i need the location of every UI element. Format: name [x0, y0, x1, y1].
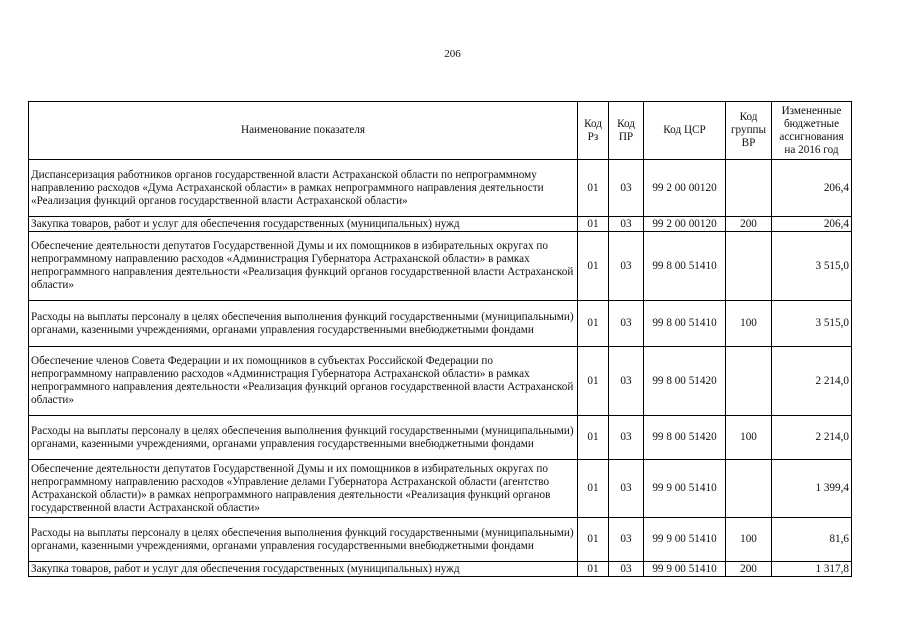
- row-rz: 01: [578, 518, 609, 562]
- row-csr: 99 8 00 51410: [644, 232, 726, 301]
- row-amount: 2 214,0: [772, 416, 852, 460]
- row-name: Обеспечение членов Совета Федерации и их помощников в субъектах Российской Федерации по непрограммному направлению расходов «Администрация Губернатора Астраханской области» в рамках непрограммного направления деятельности «Реализация функций органов государственной власти Астраханской области»: [29, 347, 578, 416]
- table-row: [29, 160, 852, 217]
- row-pr: 03: [609, 301, 644, 347]
- header-name: Наименование показателя: [29, 102, 578, 160]
- table-row: [29, 217, 852, 232]
- row-vr: [726, 460, 772, 518]
- header-amount: Измененные бюджетные ассигнования на 2016 год: [772, 102, 852, 160]
- row-amount: 206,4: [772, 217, 852, 232]
- row-vr: 200: [726, 217, 772, 232]
- row-name: Закупка товаров, работ и услуг для обеспечения государственных (муниципальных) нужд: [29, 217, 578, 232]
- table-row: [29, 518, 852, 562]
- row-csr: 99 8 00 51410: [644, 301, 726, 347]
- header-csr: Код ЦСР: [644, 102, 726, 160]
- row-rz: 01: [578, 217, 609, 232]
- row-amount: 2 214,0: [772, 347, 852, 416]
- row-csr: 99 9 00 51410: [644, 460, 726, 518]
- row-vr: [726, 347, 772, 416]
- row-amount: 3 515,0: [772, 232, 852, 301]
- row-name: Расходы на выплаты персоналу в целях обеспечения выполнения функций государственными (муниципальными) органами, казенными учреждениями, органами управления государственными внебюджетными фондами: [29, 518, 578, 562]
- table-header-row: [29, 102, 852, 160]
- table-row: [29, 301, 852, 347]
- row-pr: 03: [609, 518, 644, 562]
- row-pr: 03: [609, 347, 644, 416]
- row-name: Расходы на выплаты персоналу в целях обеспечения выполнения функций государственными (муниципальными) органами, казенными учреждениями, органами управления государственными внебюджетными фондами: [29, 301, 578, 347]
- row-csr: 99 9 00 51410: [644, 562, 726, 577]
- row-vr: 100: [726, 518, 772, 562]
- row-name: Обеспечение деятельности депутатов Государственной Думы и их помощников в избирательных округах по непрограммному направлению расходов «Управление делами Губернатора Астраханской области (агентство Астраханской области)» в рамках непрограммного направления деятельности «Реализация функций органов государственной власти Астраханской области»: [29, 460, 578, 518]
- row-amount: 1 399,4: [772, 460, 852, 518]
- row-csr: 99 8 00 51420: [644, 416, 726, 460]
- row-vr: 200: [726, 562, 772, 577]
- row-csr: 99 2 00 00120: [644, 217, 726, 232]
- row-rz: 01: [578, 160, 609, 217]
- row-name: Диспансеризация работников органов государственной власти Астраханской области по непрограммному направлению расходов «Дума Астраханской области» в рамках непрограммного направления деятельности «Реализация функций органов государственной власти Астраханской области»: [29, 160, 578, 217]
- row-name: Закупка товаров, работ и услуг для обеспечения государственных (муниципальных) нужд: [29, 562, 578, 577]
- budget-table: [28, 101, 852, 577]
- header-rz: Код Рз: [578, 102, 609, 160]
- row-rz: 01: [578, 416, 609, 460]
- page-number: 206: [444, 48, 461, 60]
- header-vr: Код группы ВР: [726, 102, 772, 160]
- row-amount: 1 317,8: [772, 562, 852, 577]
- header-pr: Код ПР: [609, 102, 644, 160]
- row-pr: 03: [609, 460, 644, 518]
- row-pr: 03: [609, 562, 644, 577]
- row-amount: 206,4: [772, 160, 852, 217]
- row-vr: 100: [726, 301, 772, 347]
- row-pr: 03: [609, 160, 644, 217]
- row-name: Обеспечение деятельности депутатов Государственной Думы и их помощников в избирательных округах по непрограммному направлению расходов «Администрация Губернатора Астраханской области» в рамках непрограммного направления деятельности «Реализация функций органов государственной власти Астраханской области»: [29, 232, 578, 301]
- row-pr: 03: [609, 217, 644, 232]
- row-csr: 99 9 00 51410: [644, 518, 726, 562]
- row-pr: 03: [609, 232, 644, 301]
- row-csr: 99 2 00 00120: [644, 160, 726, 217]
- row-rz: 01: [578, 460, 609, 518]
- table-row: [29, 232, 852, 301]
- row-pr: 03: [609, 416, 644, 460]
- table-row: [29, 562, 852, 577]
- row-rz: 01: [578, 301, 609, 347]
- row-csr: 99 8 00 51420: [644, 347, 726, 416]
- table-row: [29, 416, 852, 460]
- row-vr: 100: [726, 416, 772, 460]
- row-rz: 01: [578, 562, 609, 577]
- row-name: Расходы на выплаты персоналу в целях обеспечения выполнения функций государственными (муниципальными) органами, казенными учреждениями, органами управления государственными внебюджетными фондами: [29, 416, 578, 460]
- row-rz: 01: [578, 232, 609, 301]
- row-rz: 01: [578, 347, 609, 416]
- table-row: [29, 460, 852, 518]
- row-amount: 3 515,0: [772, 301, 852, 347]
- row-vr: [726, 160, 772, 217]
- table-row: [29, 347, 852, 416]
- row-amount: 81,6: [772, 518, 852, 562]
- row-vr: [726, 232, 772, 301]
